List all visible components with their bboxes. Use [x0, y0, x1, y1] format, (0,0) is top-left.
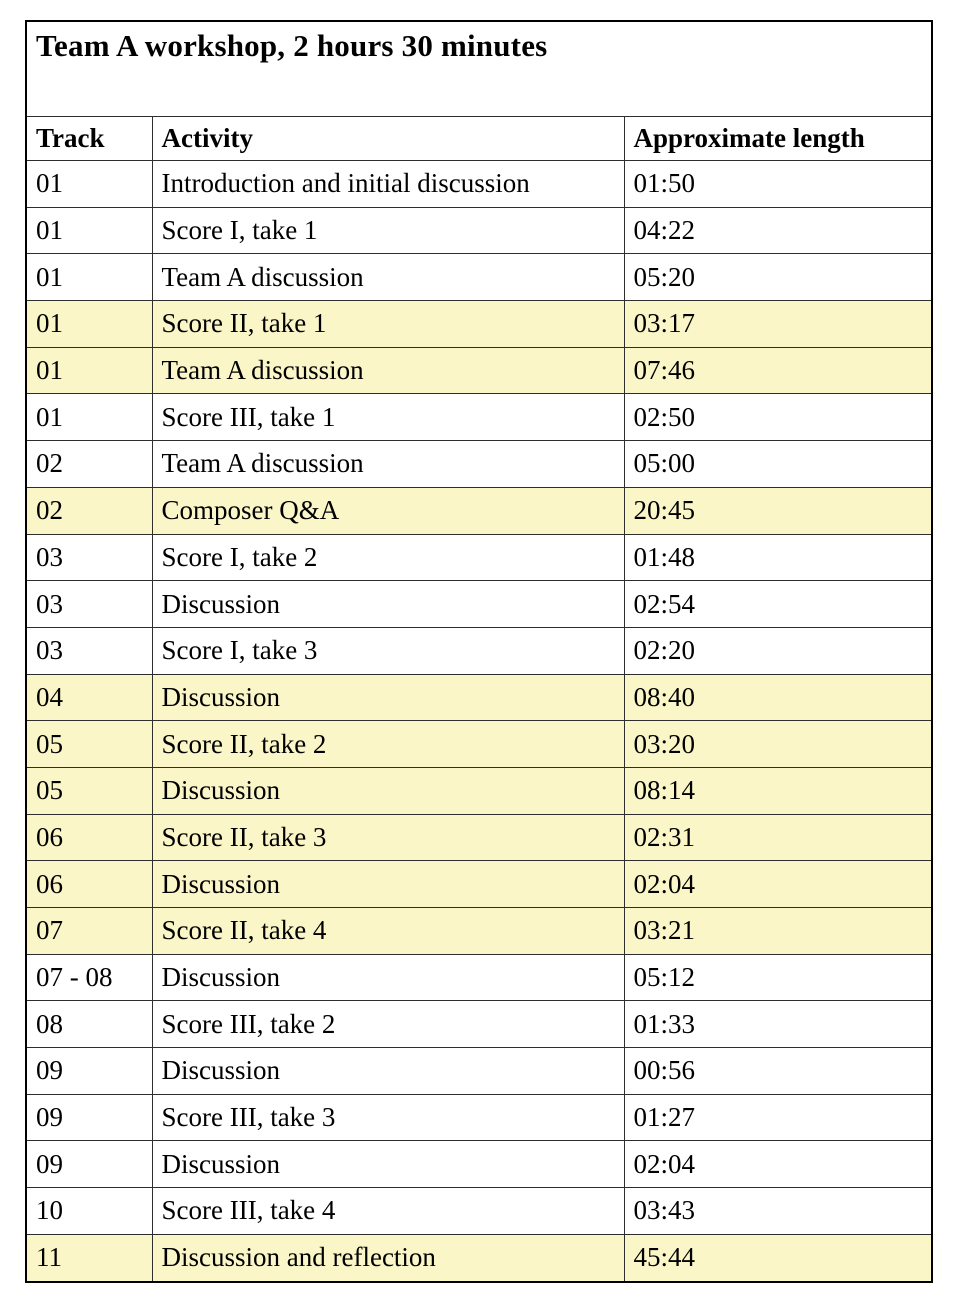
track-cell: 08 [26, 1001, 152, 1048]
track-cell: 09 [26, 1141, 152, 1188]
table-row [26, 441, 932, 488]
table-row [26, 954, 932, 1001]
length-cell: 05:12 [624, 954, 932, 1001]
table-row [26, 1141, 932, 1188]
length-cell: 02:20 [624, 627, 932, 674]
table-row [26, 1188, 932, 1235]
track-cell: 01 [26, 347, 152, 394]
activity-cell: Discussion [152, 1141, 624, 1188]
activity-cell: Score I, take 1 [152, 207, 624, 254]
length-cell: 03:43 [624, 1188, 932, 1235]
length-cell: 04:22 [624, 207, 932, 254]
table-row [26, 908, 932, 955]
activity-cell: Score II, take 3 [152, 814, 624, 861]
activity-cell: Score III, take 4 [152, 1188, 624, 1235]
length-cell: 01:48 [624, 534, 932, 581]
track-cell: 01 [26, 161, 152, 208]
column-header-length: Approximate length [624, 117, 932, 161]
activity-cell: Discussion [152, 1048, 624, 1095]
table-row [26, 627, 932, 674]
track-cell: 03 [26, 534, 152, 581]
table-row [26, 861, 932, 908]
track-cell: 01 [26, 394, 152, 441]
track-cell: 03 [26, 581, 152, 628]
table-row [26, 347, 932, 394]
activity-cell: Discussion [152, 674, 624, 721]
length-cell: 03:20 [624, 721, 932, 768]
track-cell: 01 [26, 207, 152, 254]
track-cell: 07 - 08 [26, 954, 152, 1001]
track-cell: 02 [26, 487, 152, 534]
table-row [26, 674, 932, 721]
track-cell: 06 [26, 861, 152, 908]
activity-cell: Team A discussion [152, 347, 624, 394]
table-row [26, 1234, 932, 1281]
table-body [26, 161, 932, 1282]
track-cell: 05 [26, 721, 152, 768]
length-cell: 20:45 [624, 487, 932, 534]
track-cell: 11 [26, 1234, 152, 1281]
activity-cell: Score I, take 3 [152, 627, 624, 674]
table-row [26, 767, 932, 814]
length-cell: 08:14 [624, 767, 932, 814]
table-row [26, 721, 932, 768]
table-row [26, 1094, 932, 1141]
activity-cell: Score II, take 4 [152, 908, 624, 955]
length-cell: 05:00 [624, 441, 932, 488]
table-header-row [26, 117, 932, 161]
length-cell: 03:17 [624, 301, 932, 348]
activity-cell: Discussion [152, 954, 624, 1001]
track-cell: 09 [26, 1094, 152, 1141]
track-cell: 05 [26, 767, 152, 814]
table-row [26, 814, 932, 861]
length-cell: 02:54 [624, 581, 932, 628]
length-cell: 03:21 [624, 908, 932, 955]
column-header-track: Track [26, 117, 152, 161]
length-cell: 00:56 [624, 1048, 932, 1095]
length-cell: 01:50 [624, 161, 932, 208]
track-cell: 10 [26, 1188, 152, 1235]
length-cell: 01:27 [624, 1094, 932, 1141]
track-cell: 07 [26, 908, 152, 955]
table-row [26, 487, 932, 534]
activity-cell: Discussion [152, 581, 624, 628]
table-row [26, 534, 932, 581]
workshop-table [25, 20, 933, 1283]
activity-cell: Team A discussion [152, 441, 624, 488]
length-cell: 45:44 [624, 1234, 932, 1281]
table-row [26, 1048, 932, 1095]
activity-cell: Team A discussion [152, 254, 624, 301]
table-row [26, 394, 932, 441]
table-title: Team A workshop, 2 hours 30 minutes [26, 21, 932, 117]
length-cell: 07:46 [624, 347, 932, 394]
activity-cell: Composer Q&A [152, 487, 624, 534]
activity-cell: Introduction and initial discussion [152, 161, 624, 208]
length-cell: 02:04 [624, 861, 932, 908]
activity-cell: Score II, take 1 [152, 301, 624, 348]
table-row [26, 254, 932, 301]
activity-cell: Score I, take 2 [152, 534, 624, 581]
length-cell: 01:33 [624, 1001, 932, 1048]
table-title-row [26, 21, 932, 117]
track-cell: 01 [26, 254, 152, 301]
activity-cell: Score III, take 3 [152, 1094, 624, 1141]
table-row [26, 581, 932, 628]
track-cell: 01 [26, 301, 152, 348]
table-row [26, 207, 932, 254]
column-header-activity: Activity [152, 117, 624, 161]
activity-cell: Discussion [152, 861, 624, 908]
track-cell: 06 [26, 814, 152, 861]
table-row [26, 161, 932, 208]
track-cell: 09 [26, 1048, 152, 1095]
activity-cell: Score III, take 1 [152, 394, 624, 441]
length-cell: 02:04 [624, 1141, 932, 1188]
table-row [26, 1001, 932, 1048]
length-cell: 08:40 [624, 674, 932, 721]
activity-cell: Discussion and reflection [152, 1234, 624, 1281]
activity-cell: Score II, take 2 [152, 721, 624, 768]
activity-cell: Discussion [152, 767, 624, 814]
length-cell: 02:31 [624, 814, 932, 861]
activity-cell: Score III, take 2 [152, 1001, 624, 1048]
track-cell: 03 [26, 627, 152, 674]
track-cell: 02 [26, 441, 152, 488]
length-cell: 05:20 [624, 254, 932, 301]
track-cell: 04 [26, 674, 152, 721]
length-cell: 02:50 [624, 394, 932, 441]
table-row [26, 301, 932, 348]
